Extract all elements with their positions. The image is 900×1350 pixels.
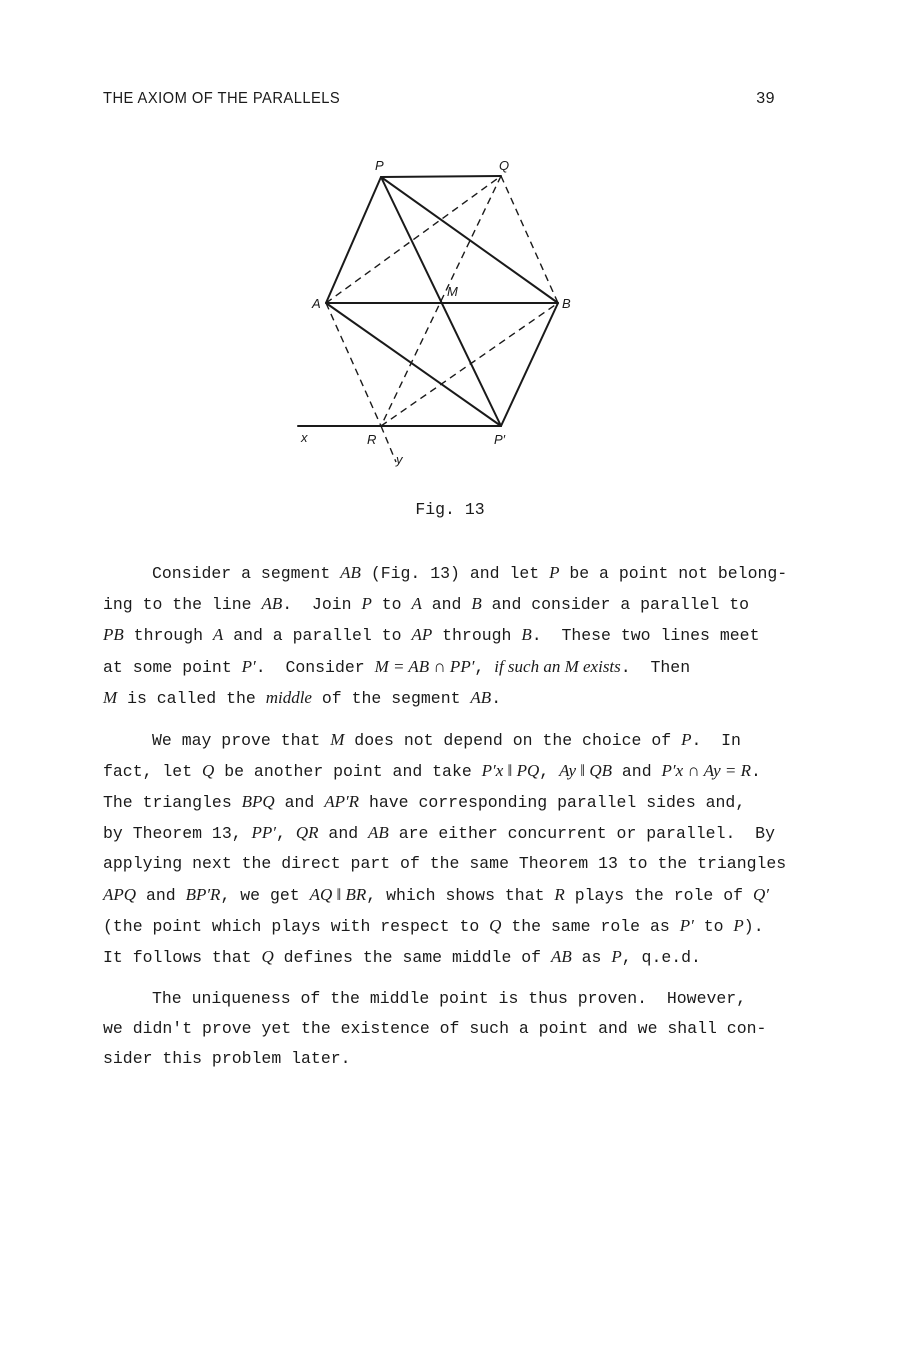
segment-APprime — [326, 303, 501, 426]
math-run: B — [521, 625, 532, 645]
math-run: P — [611, 946, 622, 966]
math-run: Q′ — [752, 884, 769, 904]
math-run: P — [361, 594, 372, 614]
text-line: we didn't prove yet the existence of such a point and we shall con- — [103, 1018, 767, 1038]
math-run: AQ ‖ BR — [309, 884, 367, 904]
segment-PB — [381, 177, 558, 303]
math-run: M — [103, 687, 118, 707]
text-line: applying next the direct part of the same Theorem 13 to the triangles — [103, 854, 787, 874]
label-A: A — [312, 296, 321, 311]
text-line: We may prove that M does not depend on the choice of P. In — [152, 729, 741, 750]
math-run: PB — [103, 625, 124, 645]
text-line: by Theorem 13, PP′, QR and AB are either concurrent or parallel. By — [103, 823, 775, 844]
label-B: B — [562, 296, 571, 311]
math-run: if such an M exists — [494, 656, 621, 676]
text-line: fact, let Q be another point and take P′x ‖ PQ, Ay ‖ QB and P′x ∩ Ay = R. — [103, 760, 761, 781]
math-run: AB — [368, 823, 389, 843]
math-run: P′x ‖ PQ — [481, 760, 540, 780]
figure-13-diagram — [0, 0, 900, 480]
dashed-QB — [501, 176, 558, 303]
math-run: AB — [470, 687, 492, 707]
math-run: P — [549, 563, 560, 582]
text-line: It follows that Q defines the same middle of AB as P, q.e.d. — [103, 946, 701, 967]
math-run: P′ — [241, 656, 256, 676]
text-line: The triangles BPQ and AP′R have corresponding parallel sides and, — [103, 791, 746, 812]
text-line: The uniqueness of the middle point is thus proven. However, — [152, 988, 747, 1008]
math-run: P — [733, 915, 744, 935]
math-run: P′x ∩ Ay = R — [661, 760, 751, 780]
label-R: R — [367, 432, 377, 447]
segment-PA — [326, 177, 381, 303]
text-line: sider this problem later. — [103, 1049, 351, 1069]
page-number: 39 — [756, 90, 775, 107]
text-line: Consider a segment AB (Fig. 13) and let P be a point not belong- — [152, 563, 788, 583]
label-M: M — [447, 284, 458, 299]
math-run: Ay ‖ QB — [559, 760, 612, 780]
dashed-Ry — [381, 426, 396, 462]
paragraph — [103, 725, 823, 974]
math-run: Q — [489, 915, 502, 935]
math-run: middle — [265, 687, 312, 707]
math-run: AP′R — [324, 791, 360, 811]
math-run: BPQ — [241, 791, 275, 811]
paragraph — [103, 558, 823, 714]
math-run: Q — [202, 760, 215, 780]
body-text — [103, 558, 823, 1074]
math-run: P — [681, 729, 692, 749]
figure-caption: Fig. 13 — [415, 500, 485, 519]
segment-BPprime — [501, 303, 558, 426]
label-P: P — [375, 158, 384, 173]
math-run: AP — [411, 625, 433, 645]
math-run: A — [212, 625, 224, 645]
math-run: A — [411, 594, 422, 614]
math-run: P′ — [679, 915, 694, 935]
label-P-prime: P′ — [494, 432, 506, 447]
math-run: AB — [340, 563, 361, 582]
math-run: B — [471, 594, 482, 614]
label-Q: Q — [499, 158, 510, 173]
math-run: R — [554, 884, 565, 904]
math-run: M — [330, 729, 345, 749]
math-run: PP′ — [251, 823, 277, 843]
dashed-AQ — [326, 176, 501, 303]
dashed-RB — [381, 303, 558, 426]
segment-PQ — [381, 176, 501, 177]
text-line: at some point P′. Consider M = AB ∩ PP′, if such an M exists. Then — [103, 656, 691, 677]
text-line: PB through A and a parallel to AP through B. These two lines meet — [103, 625, 760, 646]
math-run: BP′R — [185, 884, 221, 904]
math-run: QR — [295, 823, 319, 843]
math-run: APQ — [103, 884, 137, 904]
running-title: THE AXIOM OF THE PARALLELS — [103, 90, 341, 107]
math-run: Q — [261, 946, 274, 966]
math-run: AB — [550, 946, 572, 966]
text-line: M is called the middle of the segment AB. — [103, 687, 502, 708]
label-x: x — [301, 430, 308, 445]
paragraph — [103, 984, 823, 1075]
math-run: AB — [261, 594, 283, 614]
text-line: (the point which plays with respect to Q the same role as P′ to P). — [103, 915, 764, 936]
label-y: y — [396, 452, 403, 467]
text-line: APQ and BP′R, we get AQ ‖ BR, which shows that R plays the role of Q′ — [103, 884, 769, 905]
math-run: M = AB ∩ PP′ — [374, 656, 475, 676]
text-line: ing to the line AB. Join P to A and B and consider a parallel to — [103, 594, 750, 615]
